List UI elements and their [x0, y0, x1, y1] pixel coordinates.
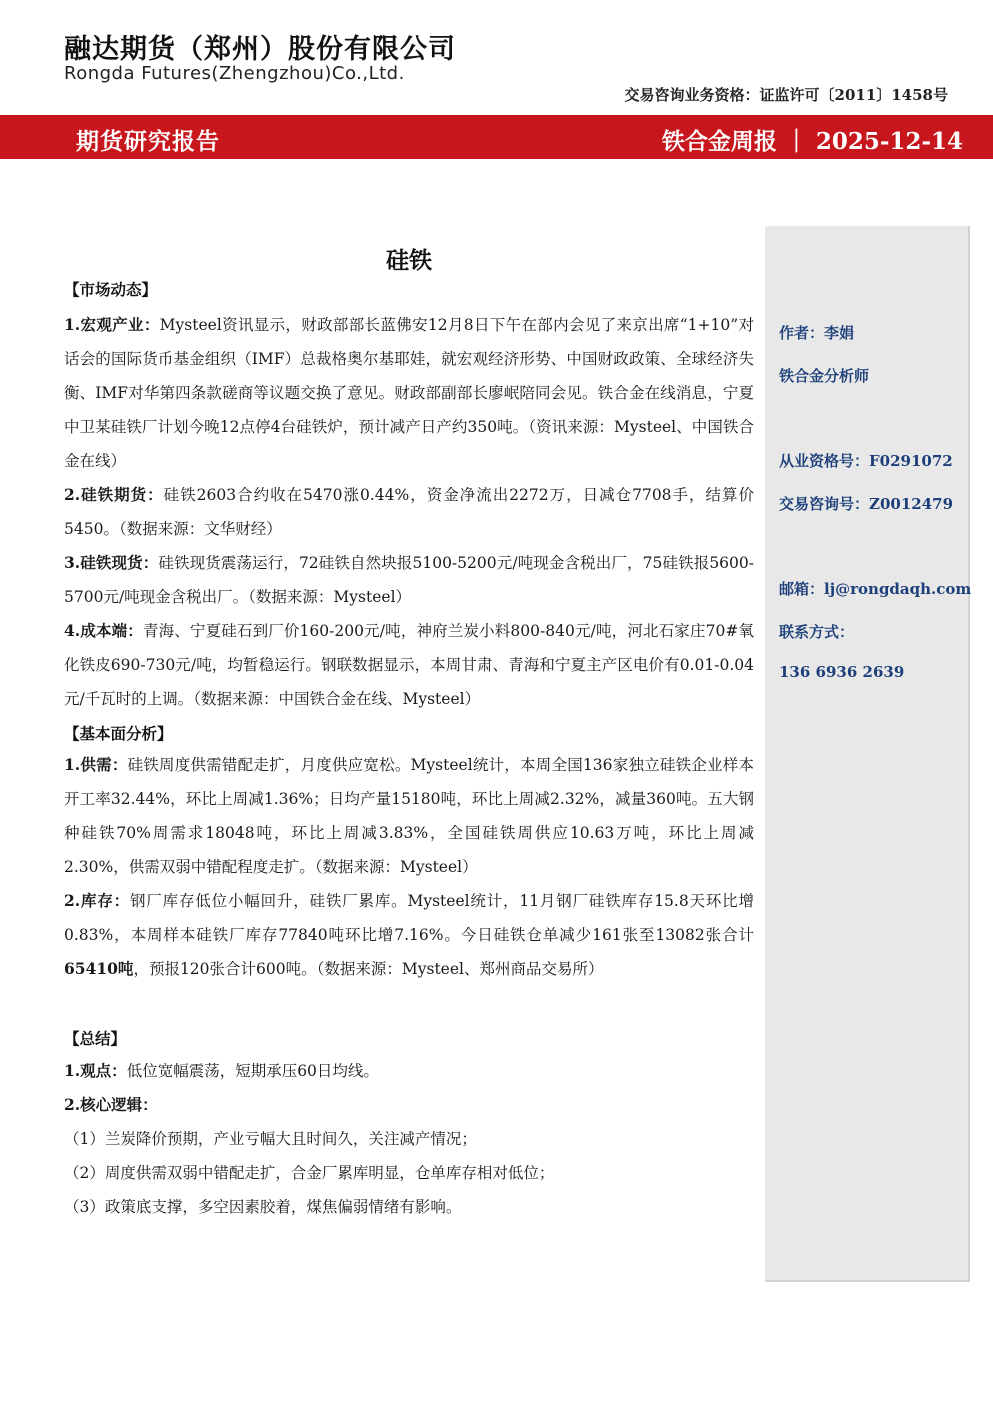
author-sidebar	[765, 226, 970, 1282]
fundamental-supply	[64, 748, 754, 884]
market-item-futures	[64, 478, 754, 546]
qualification-number: 从业资格号：F0291072	[779, 452, 953, 470]
logic-label: 2.核心逻辑：	[64, 1095, 158, 1114]
market-item-label: 3.硅铁现货：	[64, 553, 159, 572]
contact-label: 联系方式：	[779, 623, 855, 641]
market-item-label: 2.硅铁期货：	[64, 485, 164, 504]
stock-text-after: ，预报120张合计600吨。（数据来源：Mysteel、郑州商品交易所）	[133, 960, 604, 978]
stock-highlight: 65410吨	[64, 959, 134, 978]
summary-logic-label	[64, 1088, 158, 1122]
email: 邮箱：lj@rongdaqh.com	[779, 580, 972, 598]
market-item-text: Mysteel资讯显示，财政部部长蓝佛安12月8日下午在部内会见了来京出席“1+10”对话会的国际货币基金组织（IMF）总裁格奥尔基耶娃，就宏观经济形势、中国财政政策、全球经济失衡、IMF对华第四条款磋商等议题交换了意见。财政部副部长廖岷陪同会见。铁合金在线消息，宁夏中卫某硅铁厂计划今晚12点停4台硅铁炉，预计减产日产约350吨。（资讯来源：Mysteel、中国铁合金在线）	[64, 316, 755, 470]
view-text: 低位宽幅震荡，短期承压60日均线。	[126, 1062, 379, 1080]
banner-report-date: 铁合金周报 ｜ 2025-12-14	[661, 128, 963, 155]
company-name-cn: 融达期货（郑州）股份有限公司	[64, 34, 456, 65]
market-item-spot	[64, 546, 754, 614]
report-title: 硅铁	[386, 247, 432, 274]
company-name-en: Rongda Futures(Zhengzhou)Co.,Ltd.	[64, 63, 405, 84]
report-banner	[0, 115, 993, 159]
consult-number: 交易咨询号：Z0012479	[779, 495, 954, 513]
summary-view	[64, 1054, 379, 1088]
market-item-cost	[64, 614, 754, 716]
phone-number: 136 6936 2639	[779, 663, 905, 681]
stock-text: 钢厂库存低位小幅回升，硅铁厂累库。Mysteel统计，11月钢厂硅铁库存15.8天环比增0.83%，本周样本硅铁厂库存77840吨环比增7.16%。今日硅铁仓单减少161张至13082张合计	[64, 892, 754, 944]
stock-label: 2.库存：	[64, 891, 130, 910]
logic-point: （2）周度供需双弱中错配走扩，合金厂累库明显，仓单库存相对低位；	[64, 1164, 555, 1182]
market-item-text: 硅铁现货震荡运行，72硅铁自然块报5100-5200元/吨现金含税出厂，75硅铁报5600-5700元/吨现金含税出厂。（数据来源：Mysteel）	[64, 554, 755, 606]
license-text: 交易咨询业务资格：证监许可〔2011〕1458号	[624, 86, 948, 104]
section-heading-market: 【市场动态】	[64, 280, 158, 299]
fundamental-stock	[64, 884, 754, 1020]
view-label: 1.观点：	[64, 1061, 127, 1080]
market-item-label: 1.宏观产业：	[64, 315, 160, 334]
author-name: 作者：李娟	[779, 324, 855, 342]
market-item-macro	[64, 308, 754, 478]
supply-text: 硅铁周度供需错配走扩，月度供应宽松。Mysteel统计，本周全国136家独立硅铁企业样本开工率32.44%，环比上周减1.36%；日均产量15180吨，环比上周减2.32%，减量360吨。五大钢种硅铁70%周需求18048吨，环比上周减3.83%，全国硅铁周供应10.63万吨，环比上周减2.30%，供需双弱中错配程度走扩。（数据来源：Mysteel）	[64, 756, 755, 876]
section-heading-fundamental: 【基本面分析】	[64, 724, 173, 743]
section-heading-summary: 【总结】	[64, 1029, 127, 1048]
market-item-text: 硅铁2603合约收在5470涨0.44%，资金净流出2272万，日减仓7708手，结算价5450。（数据来源：文华财经）	[64, 486, 755, 538]
supply-label: 1.供需：	[64, 755, 128, 774]
market-item-text: 青海、宁夏硅石到厂价160-200元/吨，神府兰炭小料800-840元/吨，河北石家庄70#氧化铁皮690-730元/吨，均暂稳运行。钢联数据显示，本周甘肃、青海和宁夏主产区电价有0.01-0.04元/千瓦时的上调。（数据来源：中国铁合金在线、Mysteel）	[64, 622, 754, 708]
logic-point: （1）兰炭降价预期，产业亏幅大且时间久，关注减产情况；	[64, 1130, 477, 1148]
author-role: 铁合金分析师	[779, 367, 870, 385]
banner-report-type: 期货研究报告	[76, 128, 220, 155]
market-item-label: 4.成本端：	[64, 621, 143, 640]
logic-point: （3）政策底支撑，多空因素胶着，煤焦偏弱情绪有影响。	[64, 1198, 462, 1216]
